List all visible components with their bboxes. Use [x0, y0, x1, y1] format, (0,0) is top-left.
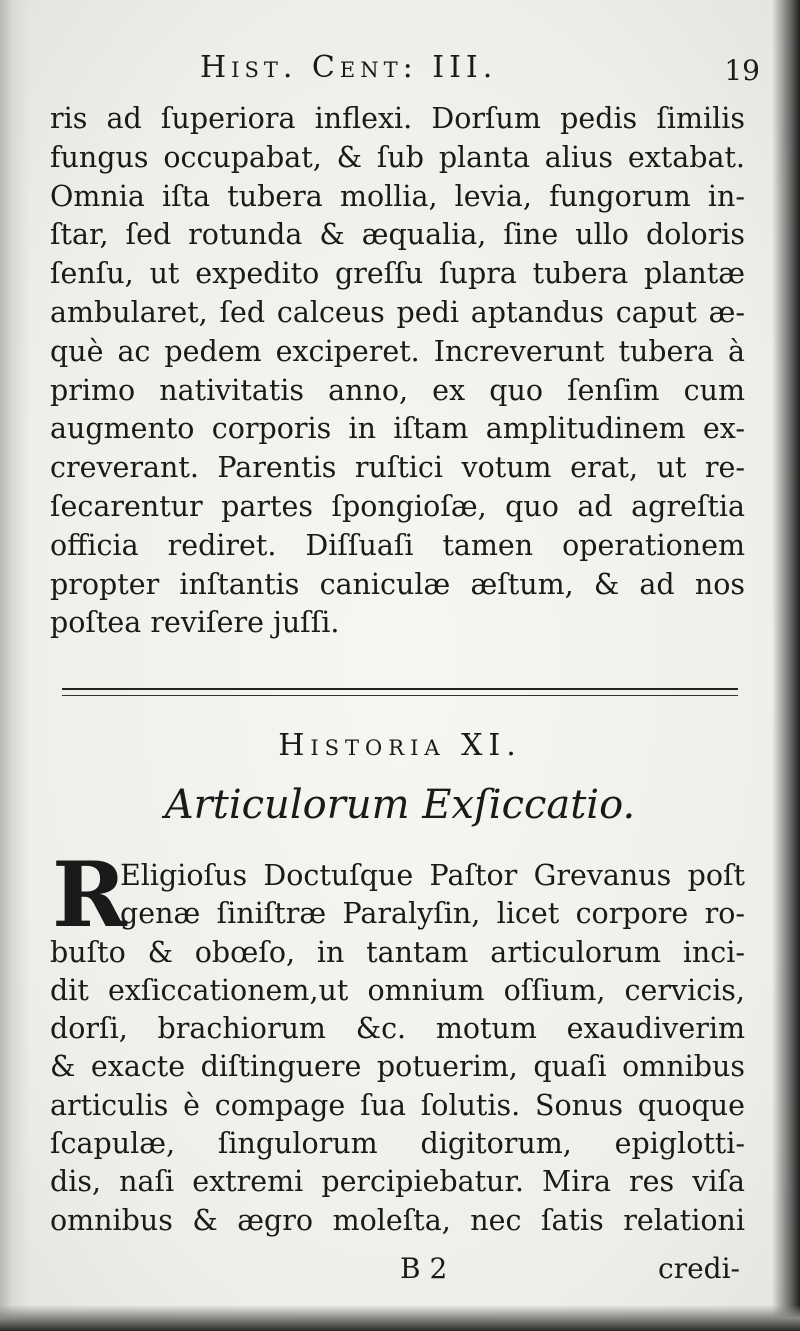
text-line: propter inſtantis caniculæ æſtum, & ad nos [50, 567, 745, 601]
text-line: augmento corporis in iſtam amplitudinem ex- [50, 412, 745, 446]
text-line: fungus occupabat, & ſub planta alius extabat. [50, 140, 745, 174]
text-line: Eligioſus Doctuſque Paſtor Grevanus poſt [120, 859, 745, 892]
catchword: credi- [658, 1252, 740, 1285]
text-line: genæ ſiniſtræ Paralyſin, licet corpore ro- [120, 897, 745, 931]
text-line: ambularet, ſed calceus pedi aptandus caput æ- [50, 295, 745, 329]
text-line: dis, naſi extremi percipiebatur. Mira res viſa [50, 1165, 745, 1199]
page-number: 19 [724, 54, 760, 87]
text-line: buſto & obœſo, in tantam articulorum inci- [50, 935, 745, 969]
text-line: primo nativitatis anno, ex quo ſenſim cum [50, 373, 745, 407]
text-line: Omnia iſta tubera mollia, levia, fungorum in- [50, 179, 745, 213]
text-line: creverant. Parentis ruſtici votum erat, ut re- [50, 451, 745, 485]
page-header [200, 50, 760, 90]
drop-cap: R [52, 842, 127, 948]
page-shadow-bottom [0, 1305, 800, 1331]
signature-mark: B 2 [400, 1252, 448, 1285]
section-heading: Historia XI. [278, 728, 522, 763]
text-line: dorſi, brachiorum &c. motum exaudiverim [50, 1012, 745, 1046]
text-line: ris ad ſuperiora inflexi. Dorſum pedis ſimilis [50, 102, 745, 135]
text-line: ſenſu, ut expedito greſſu ſupra tubera plantæ [50, 257, 745, 291]
text-line: dit exſiccationem,ut omnium oſſium, cervicis, [50, 973, 745, 1007]
text-line: ſtar, ſed rotunda & æqualia, ſine ullo doloris [50, 218, 745, 252]
text-line: omnibus & ægro moleſta, nec ſatis relationi [50, 1203, 745, 1237]
text-line: & exacte diſtinguere potuerim, quaſi omnibus [50, 1050, 745, 1084]
text-line: ſcapulæ, ſingulorum digitorum, epiglotti- [50, 1127, 745, 1161]
text-line: officia rediret. Diſſuaſi tamen operationem [50, 528, 745, 562]
section-divider [62, 688, 738, 696]
paragraph-continued [50, 100, 745, 643]
paragraph-historia-xi [50, 857, 745, 1240]
running-head: Hist. Cent: III. [200, 50, 498, 85]
page-shadow-left [0, 0, 30, 1331]
text-line: ſecarentur partes ſpongioſæ, quo ad agreſtia [50, 489, 745, 523]
text-line: què ac pedem exciperet. Increverunt tubera à [50, 334, 745, 368]
page-shadow-right [772, 0, 800, 1331]
text-line: articulis è compage ſua ſolutis. Sonus quoque [50, 1088, 745, 1122]
section-title: Articulorum Exſiccatio. [164, 782, 636, 828]
text-line: poſtea reviſere juſſi. [50, 606, 340, 640]
